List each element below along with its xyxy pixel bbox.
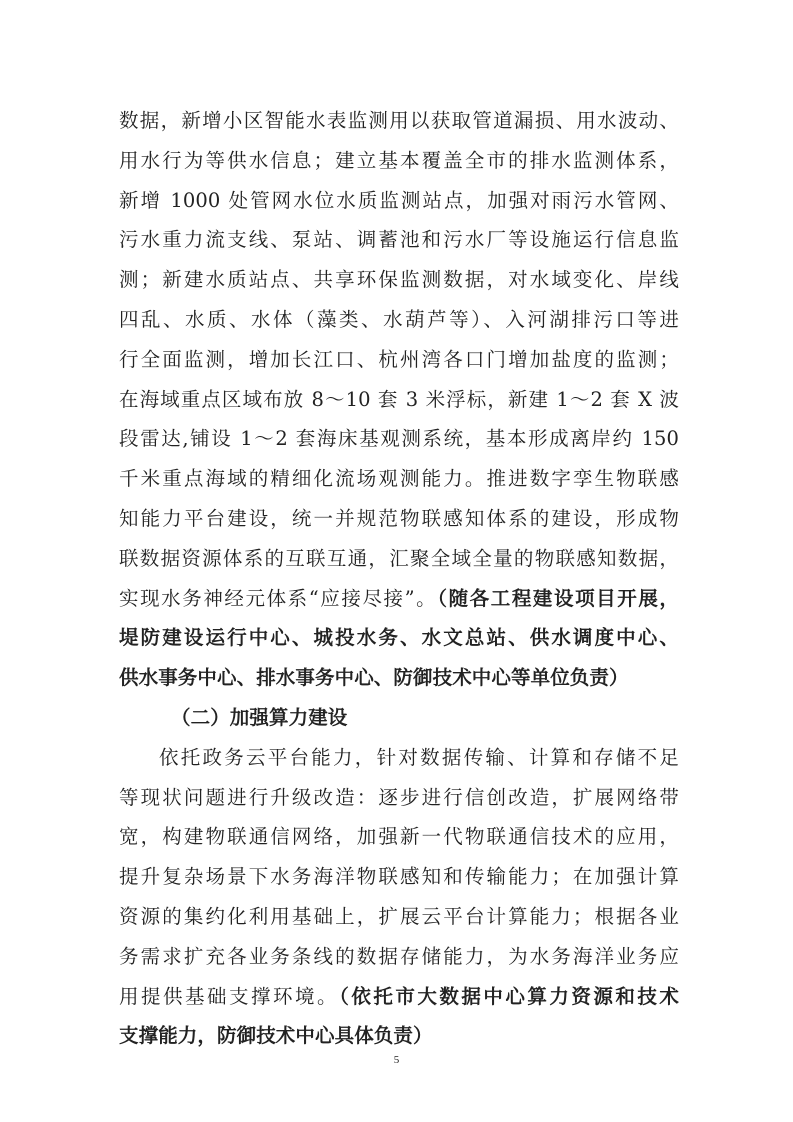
responsibility-note-line: 供水事务中心、排水事务中心、防御技术中心等单位负责）	[119, 666, 629, 690]
text-line: 务需求扩充各业务条线的数据存储能力，为水务海洋业务应	[119, 944, 679, 968]
responsibility-note-start: （依托市大数据中心算力资源和技术	[339, 984, 679, 1008]
text-line: 四乱、水质、水体（藻类、水葫芦等）、入河湖排污口等进	[119, 307, 679, 331]
responsibility-note-line: 支撑能力，防御技术中心具体负责）	[119, 1024, 433, 1048]
text-normal-segment: 实现水务神经元体系“应接尽接”。	[119, 586, 438, 610]
text-line: 段雷达,铺设 1～2 套海床基观测系统，基本形成离岸约 150	[119, 427, 679, 451]
text-line-mixed	[119, 579, 679, 619]
text-line: 用水行为等供水信息；建立基本覆盖全市的排水监测体系，	[119, 148, 679, 172]
text-line: 新增 1000 处管网水位水质监测站点，加强对雨污水管网、	[119, 188, 679, 212]
text-line-mixed	[119, 977, 679, 1017]
document-body	[119, 101, 679, 1056]
text-line: 宽，构建物联通信网络，加强新一代物联通信技术的应用，	[119, 825, 679, 849]
text-line: 知能力平台建设，统一并规范物联感知体系的建设，形成物	[119, 506, 679, 530]
text-line: 联数据资源体系的互联互通，汇聚全域全量的物联感知数据，	[119, 546, 679, 570]
page-number: 5	[393, 1054, 400, 1066]
text-line: 数据，新增小区智能水表监测用以获取管道漏损、用水波动、	[119, 109, 679, 132]
section-heading: （二）加强算力建设	[171, 705, 348, 729]
text-line: 测；新建水质站点、共享环保监测数据，对水域变化、岸线	[119, 268, 679, 292]
text-line: 行全面监测，增加长江口、杭州湾各口门增加盐度的监测；	[119, 347, 679, 371]
text-line: 资源的集约化利用基础上，扩展云平台计算能力；根据各业	[119, 904, 679, 928]
text-line: 千米重点海域的精细化流场观测能力。推进数字孪生物联感	[119, 467, 679, 491]
text-line: 污水重力流支线、泵站、调蓄池和污水厂等设施运行信息监	[119, 228, 679, 252]
text-line: 提升复杂场景下水务海洋物联感知和传输能力；在加强计算	[119, 865, 679, 889]
text-line: 在海域重点区域布放 8～10 套 3 米浮标，新建 1～2 套 X 波	[119, 387, 679, 411]
text-line: 等现状问题进行升级改造：逐步进行信创改造，扩展网络带	[119, 785, 679, 809]
paragraph-first-line: 依托政务云平台能力，针对数据传输、计算和存储不足	[159, 745, 679, 769]
responsibility-note-start: （随各工程建设项目开展，	[437, 586, 679, 610]
text-normal-segment: 用提供基础支撑环境。	[119, 984, 340, 1008]
responsibility-note-line: 堤防建设运行中心、城投水务、水文总站、供水调度中心、	[119, 626, 679, 650]
